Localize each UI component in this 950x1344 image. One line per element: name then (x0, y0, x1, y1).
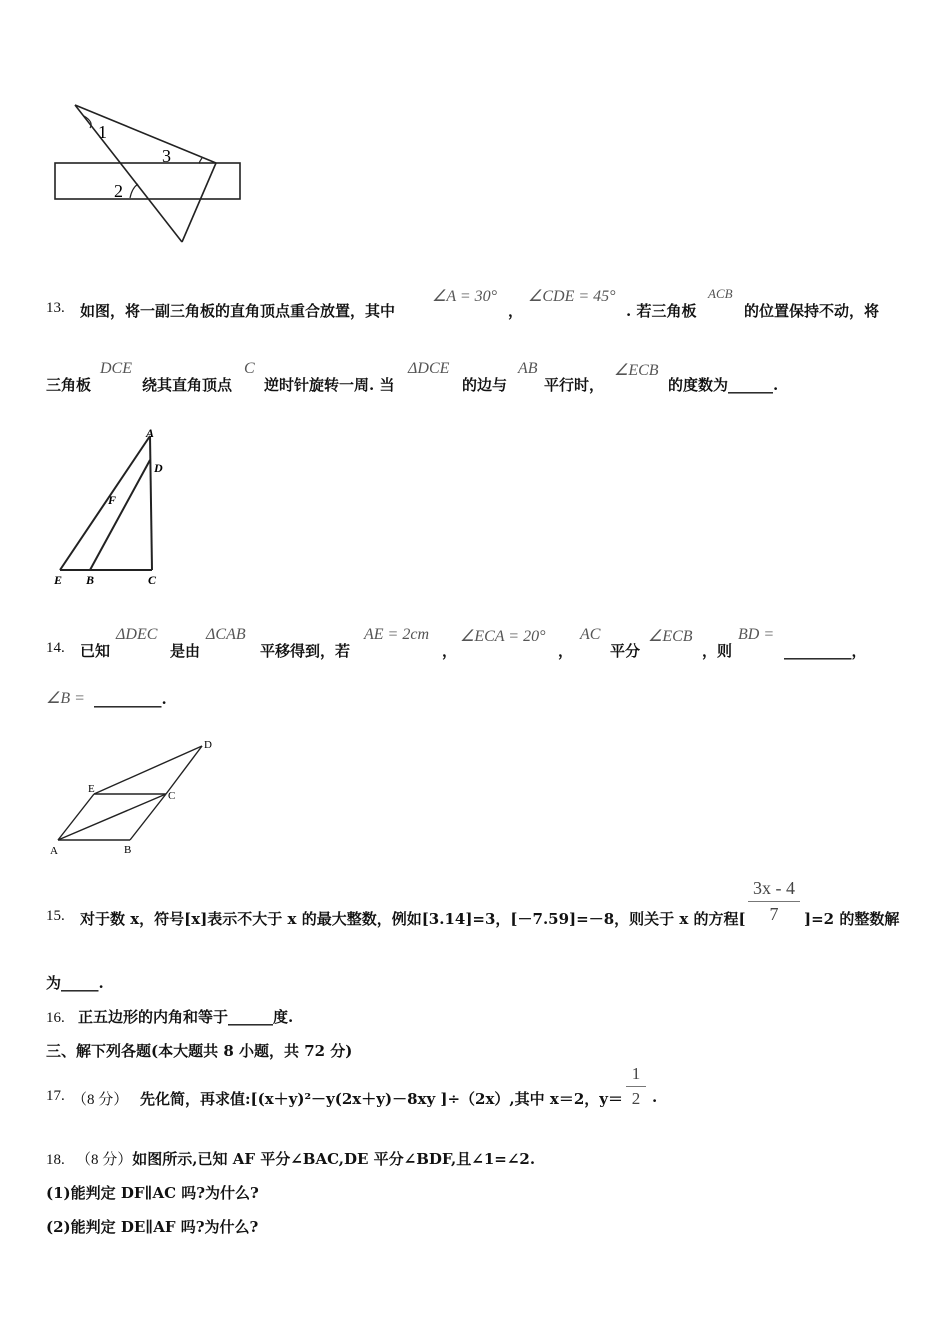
angle-arc (130, 184, 138, 198)
segment-ea (60, 436, 150, 570)
point-label-d: D (154, 461, 163, 475)
question-text: 的位置保持不动，将 (744, 302, 880, 320)
question-points: （8 分） (75, 1152, 133, 1168)
figure-q12 (50, 100, 250, 250)
question-text: 绕其直角顶点 (142, 376, 233, 394)
triangle-side (182, 163, 216, 242)
q15-line2 (46, 972, 104, 993)
math-c: C (244, 360, 255, 377)
question-text: 平移得到，若 (260, 642, 351, 660)
angle-label-1: 1 (98, 122, 107, 142)
math-eca: ∠ECA = 20° (460, 628, 546, 645)
question-number: 14. (46, 640, 65, 656)
math-ecb: ∠ECB (614, 362, 659, 379)
answer-blank: _________. (94, 690, 167, 708)
segment-ad (58, 794, 94, 840)
question-text: 如图所示,已知 AF 平分∠BAC,DE 平分∠BDF,且∠1=∠2. (132, 1150, 536, 1168)
math-angle-b: ∠B = (46, 690, 85, 707)
question-text: 平分 (610, 642, 641, 660)
segment-ac (150, 436, 152, 570)
triangle-side (75, 105, 216, 163)
segment-ac (58, 794, 166, 840)
point-label-b: B (124, 844, 132, 856)
q13-line2 (46, 360, 906, 404)
question-number: 16. (46, 1010, 65, 1026)
q13-line1 (46, 286, 906, 330)
point-label-f: F (108, 493, 117, 507)
q18-sub2: (2)能判定 DE∥AF 吗?为什么? (46, 1218, 259, 1236)
question-text: 先化简，再求值:[(x＋y)²－y(2x＋y)－8xy ]÷（2x）,其中 x＝2，y＝ (140, 1090, 623, 1108)
math-tri-dce: ΔDCE (408, 360, 450, 377)
question-points: （8 分） (72, 1092, 129, 1108)
point-label-c: C (168, 790, 176, 802)
question-text: 如图，将一副三角板的直角顶点重合放置，其中 (80, 302, 396, 320)
math-tri-cab: ΔCAB (206, 626, 246, 643)
math-dce: DCE (100, 360, 132, 377)
math-ac: AC (580, 626, 601, 643)
figure-q13 (44, 424, 174, 592)
fraction-1-over-2 (626, 1064, 646, 1109)
question-text-blank: 的度数为______. (668, 376, 779, 394)
question-text: . 若三角板 (626, 302, 697, 320)
q15-line1 (46, 878, 906, 934)
q17 (46, 1062, 906, 1122)
question-text: 逆时针旋转一周. 当 (264, 376, 395, 394)
fraction-denominator: 2 (631, 1089, 641, 1108)
question-text-blank: 为_____. (46, 974, 104, 992)
question-text: ]=2 的整数解 (804, 910, 900, 928)
answer-blank: _________， (784, 642, 867, 660)
math-angle-a: ∠A = 30° (432, 288, 498, 305)
point-label-e: E (54, 573, 63, 587)
separator: ， (508, 302, 524, 320)
ruler-rect (55, 163, 240, 199)
question-number: 13. (46, 300, 65, 316)
math-angle-cde: ∠CDE = 45° (528, 288, 616, 305)
angle-label-3: 3 (162, 146, 171, 166)
segment-ed (94, 746, 202, 794)
question-text: ，则 (702, 642, 733, 660)
point-label-a: A (146, 426, 155, 440)
q18 (46, 1148, 535, 1169)
q18-sub1: (1)能判定 DF∥AC 吗?为什么? (46, 1184, 259, 1202)
math-ab: AB (518, 360, 538, 377)
question-number: 17. (46, 1088, 65, 1104)
question-text: 正五边形的内角和等于______度. (77, 1008, 294, 1026)
fraction-numerator: 3x - 4 (753, 878, 795, 898)
segment-dc (166, 746, 202, 794)
point-label-b: B (86, 573, 95, 587)
point-label-c: C (148, 573, 157, 587)
angle-label-2: 2 (114, 181, 123, 201)
segment-bd (90, 460, 150, 570)
question-number: 18. (46, 1152, 65, 1168)
math-bd: BD = (738, 626, 775, 643)
separator: ， (558, 642, 574, 660)
segment-bc (130, 794, 166, 840)
point-label-e: E (88, 783, 95, 795)
section-heading: 三、解下列各题(本大题共 8 小题，共 72 分) (46, 1042, 353, 1060)
fraction-numerator: 1 (631, 1064, 641, 1083)
math-ecb: ∠ECB (648, 628, 693, 645)
q14-line2 (46, 688, 346, 712)
separator: ， (442, 642, 458, 660)
math-ae: AE = 2cm (364, 626, 429, 643)
question-text: 的边与 (462, 376, 508, 394)
q14-line1 (46, 626, 906, 670)
question-text: 是由 (170, 642, 201, 660)
question-text: . (652, 1088, 658, 1106)
question-text: 平行时， (544, 376, 605, 394)
fraction-denominator: 7 (769, 904, 779, 924)
point-label-d: D (204, 739, 212, 751)
math-tri-dec: ΔDEC (116, 626, 158, 643)
q16 (46, 1006, 293, 1027)
fraction-bar (626, 1086, 646, 1087)
question-text: 三角板 (46, 376, 92, 394)
figure-q14 (46, 736, 226, 860)
fraction-3x-4-over-7 (748, 878, 800, 925)
question-text: 已知 (80, 642, 111, 660)
math-acb: ACB (708, 286, 733, 301)
point-label-a: A (50, 845, 58, 857)
question-text: 对于数 x，符号[x]表示不大于 x 的最大整数，例如[3.14]=3，[－7.59]=－8，则关于 x 的方程[ (80, 910, 746, 928)
question-number: 15. (46, 908, 65, 924)
fraction-bar (748, 901, 800, 902)
